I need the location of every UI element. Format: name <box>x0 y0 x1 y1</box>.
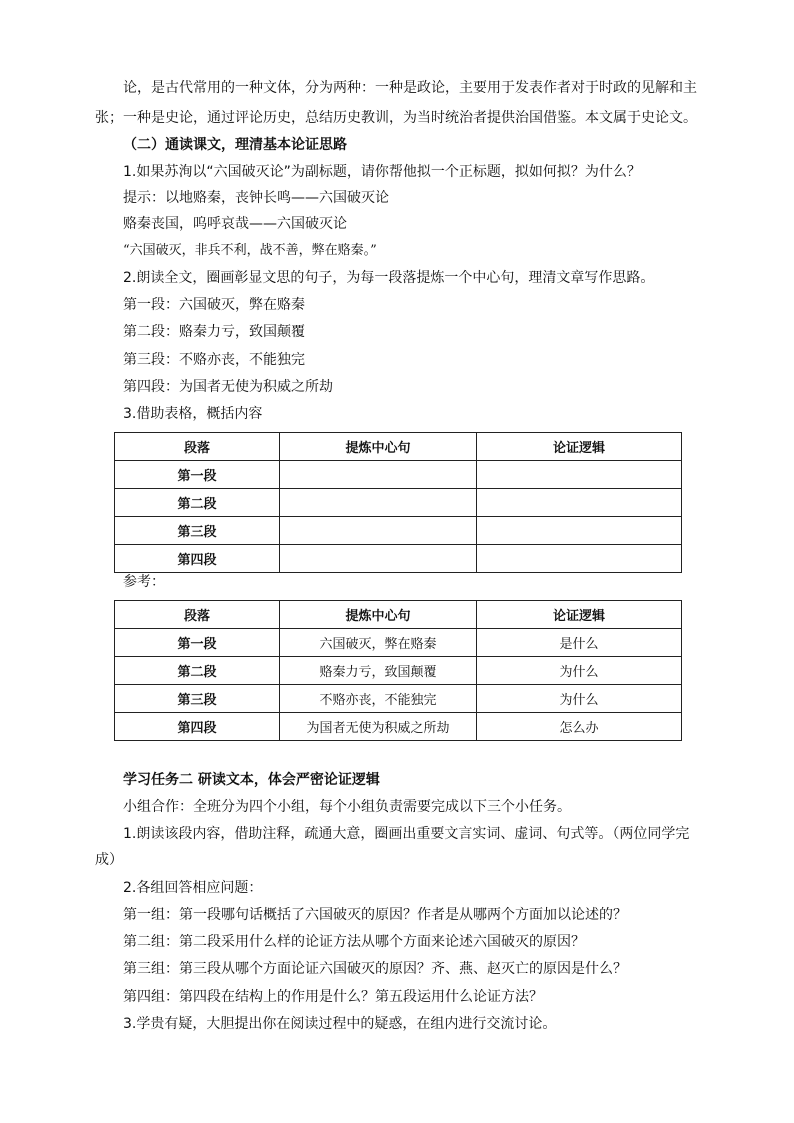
table-cell: 第四段 <box>115 713 280 741</box>
section-heading: （二）通读课文，理清基本论证思路 <box>123 137 347 153</box>
table-row <box>115 629 682 657</box>
question-3: 3.借助表格，概括内容 <box>123 406 263 422</box>
table-cell <box>280 461 477 489</box>
table-row <box>115 713 682 741</box>
reference-label: 参考： <box>123 574 165 590</box>
group-2-question: 第二组：第二段采用什么样的论证方法从哪个方面来论述六国破灭的原因？ <box>123 934 585 950</box>
table-cell <box>477 461 682 489</box>
hint-2: 赂秦丧国，呜呼哀哉——六国破灭论 <box>123 216 347 232</box>
table-row <box>115 461 682 489</box>
table-cell: 第三段 <box>115 517 280 545</box>
table-cell <box>477 489 682 517</box>
table-cell: 是什么 <box>477 629 682 657</box>
table-cell: 怎么办 <box>477 713 682 741</box>
summary-table-blank <box>114 432 682 573</box>
table-header-cell: 论证逻辑 <box>477 433 682 461</box>
task-item-2: 2.各组回答相应问题： <box>123 880 263 896</box>
table-header-cell: 提炼中心句 <box>280 601 477 629</box>
intro-line-1: 论，是古代常用的一种文体，分为两种：一种是政论，主要用于发表作者对于时政的见解和主 <box>123 80 697 96</box>
table-cell: 六国破灭，弊在赂秦 <box>280 629 477 657</box>
table-cell: 为国者无使为积威之所劫 <box>280 713 477 741</box>
table-cell: 第一段 <box>115 461 280 489</box>
task2-heading: 学习任务二 研读文本，体会严密论证逻辑 <box>123 772 380 788</box>
table-cell: 第二段 <box>115 489 280 517</box>
table-cell: 第四段 <box>115 545 280 573</box>
table-cell <box>477 545 682 573</box>
table-cell: 为什么 <box>477 685 682 713</box>
table-header-cell: 论证逻辑 <box>477 601 682 629</box>
paragraph-summary-3: 第三段：不赂亦丧，不能独完 <box>123 352 305 368</box>
question-1: 1.如果苏洵以“六国破灭论”为副标题，请你帮他拟一个正标题，拟如何拟？为什么？ <box>123 164 641 180</box>
table-cell: 第一段 <box>115 629 280 657</box>
quote: “六国破灭，非兵不利，战不善，弊在赂秦。” <box>123 243 377 258</box>
paragraph-summary-1: 第一段：六国破灭，弊在赂秦 <box>123 297 305 313</box>
table-cell: 第三段 <box>115 685 280 713</box>
table-header-cell: 提炼中心句 <box>280 433 477 461</box>
table-cell: 第二段 <box>115 657 280 685</box>
paragraph-summary-2: 第二段：赂秦力亏，致国颠覆 <box>123 324 305 340</box>
table-cell: 为什么 <box>477 657 682 685</box>
table-cell <box>280 517 477 545</box>
group-intro: 小组合作：全班分为四个小组，每个小组负责需要完成以下三个小任务。 <box>123 799 571 815</box>
table-header-row <box>115 601 682 629</box>
group-3-question: 第三组：第三段从哪个方面论证六国破灭的原因？齐、燕、赵灭亡的原因是什么？ <box>123 961 627 977</box>
hint-1: 提示：以地赂秦，丧钟长鸣——六国破灭论 <box>123 190 389 206</box>
task-item-1: 1.朗读该段内容，借助注释，疏通大意，圈画出重要文言实词、虚词、句式等。（两位同学完 <box>123 826 690 842</box>
task-item-1-continued: 成） <box>95 852 123 868</box>
intro-line-2: 张；一种是史论，通过评论历史，总结历史教训，为当时统治者提供治国借鉴。本文属于史论文。 <box>95 110 697 126</box>
table-row <box>115 517 682 545</box>
table-row <box>115 685 682 713</box>
group-4-question: 第四组：第四段在结构上的作用是什么？第五段运用什么论证方法？ <box>123 989 543 1005</box>
summary-table-reference <box>114 600 682 741</box>
group-1-question: 第一组：第一段哪句话概括了六国破灭的原因？作者是从哪两个方面加以论述的？ <box>123 907 627 923</box>
table-row <box>115 545 682 573</box>
table-header-cell: 段落 <box>115 601 280 629</box>
table-cell <box>280 489 477 517</box>
question-2: 2.朗读全文，圈画彰显文思的句子，为每一段落提炼一个中心句，理清文章写作思路。 <box>123 270 655 286</box>
table-header-cell: 段落 <box>115 433 280 461</box>
table-row <box>115 657 682 685</box>
table-cell: 不赂亦丧，不能独完 <box>280 685 477 713</box>
table-cell: 赂秦力亏，致国颠覆 <box>280 657 477 685</box>
table-cell <box>477 517 682 545</box>
table-header-row <box>115 433 682 461</box>
paragraph-summary-4: 第四段：为国者无使为积威之所劫 <box>123 379 333 395</box>
table-row <box>115 489 682 517</box>
table-cell <box>280 545 477 573</box>
task-item-3: 3.学贵有疑，大胆提出你在阅读过程中的疑惑，在组内进行交流讨论。 <box>123 1016 557 1032</box>
